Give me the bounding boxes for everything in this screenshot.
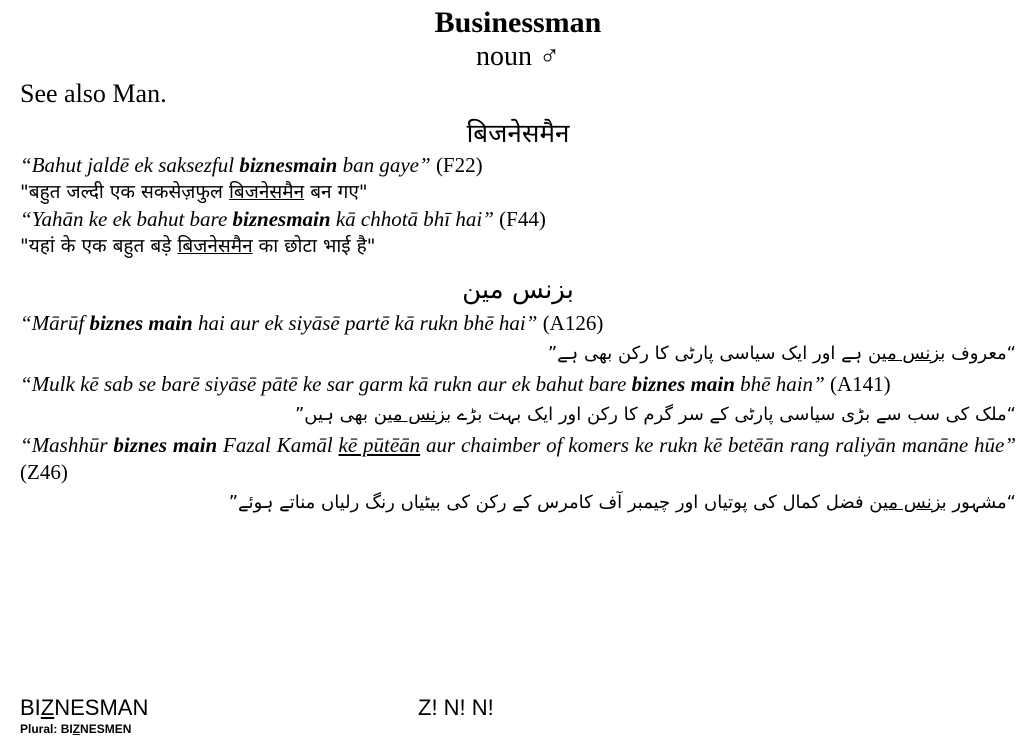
keyword: biznes main [113, 433, 218, 457]
keyword: biznesmain [232, 207, 331, 231]
example-transliteration: “Mārūf biznes main hai aur ek siyāsē partē kā rukn bhē hai” (A126) [20, 311, 604, 335]
hindi-headword: बिजनेसमैन [466, 119, 570, 149]
male-gender-icon: ♂ [539, 41, 560, 72]
headword: Businessman [434, 6, 602, 39]
example-reference: (Z46) [20, 460, 68, 484]
example-reference: (A141) [830, 372, 891, 396]
urdu-example-1 [20, 310, 1016, 371]
plural-form: Plural: BIZNESMEN [20, 722, 132, 736]
example-transliteration: “Mashhūr biznes main Fazal Kamāl kē pūtēān aur chaimber of komers ke rukn kē betēān rang raliyān manāne hūe” (Z46) [20, 433, 1017, 484]
keyword: بزنس مین [867, 343, 946, 364]
example-reference: (A126) [542, 311, 604, 335]
part-of-speech [20, 40, 1016, 74]
hindi-example-1 [20, 152, 1016, 206]
tone-marks: Z! N! N! [418, 695, 494, 720]
urdu-example-3 [20, 432, 1016, 520]
pronunciation-footer [20, 695, 1016, 737]
keyword: बिजनेसमैन [228, 181, 305, 203]
example-hindi-script: "बहुत जल्दी एक सकसेज़फुल बिजनेसमैन बन गए" [20, 181, 368, 203]
keyword: बिजनेसमैन [177, 235, 253, 257]
example-urdu-script: “ملک کی سب سے بڑی سیاسی پارٹی کے سر گرم کا رکن اور ایک بہت بڑے بزنس مین بھی ہیں” [294, 404, 1016, 425]
urdu-headword: بزنس مین [462, 275, 574, 305]
example-urdu-script: “مشہور بزنس مین فضل کمال کی پوتیاں اور چیمبر آف کامرس کے رکن کی بیٹیاں رنگ رلیاں مناتے ہوئے” [228, 492, 1016, 513]
example-transliteration: “Bahut jaldē ek saksezful biznesmain ban gaye” (F22) [20, 153, 483, 177]
see-also: See also Man. [20, 79, 167, 108]
example-reference: (F22) [435, 153, 483, 177]
example-hindi-script: "यहां के एक बहुत बड़े बिजनेसमैन का छोटा भाई है" [20, 235, 376, 257]
example-urdu-script: “معروف بزنس مین ہے اور ایک سیاسی پارٹی کا رکن بھی ہے” [547, 343, 1016, 364]
keyword: biznes main [89, 311, 193, 335]
keyword: بزنس مین [373, 404, 452, 425]
keyword: بزنس مین [869, 492, 947, 513]
keyword: biznesmain [239, 153, 338, 177]
example-reference: (F44) [499, 207, 546, 231]
dictionary-entry [20, 0, 1016, 520]
hindi-example-2 [20, 206, 1016, 260]
example-transliteration: “Yahān ke ek bahut bare biznesmain kā chhotā bhī hai” (F44) [20, 207, 546, 231]
pronunciation: BIZNESMAN [20, 695, 149, 720]
urdu-example-2 [20, 371, 1016, 432]
pos-label: noun [476, 41, 532, 72]
keyword: biznes main [631, 372, 735, 396]
underlined-phrase: kē pūtēān [338, 433, 421, 457]
example-transliteration: “Mulk kē sab se barē siyāsē pātē ke sar garm kā rukn aur ek bahut bare biznes main bhē hain” (A141) [20, 372, 891, 396]
